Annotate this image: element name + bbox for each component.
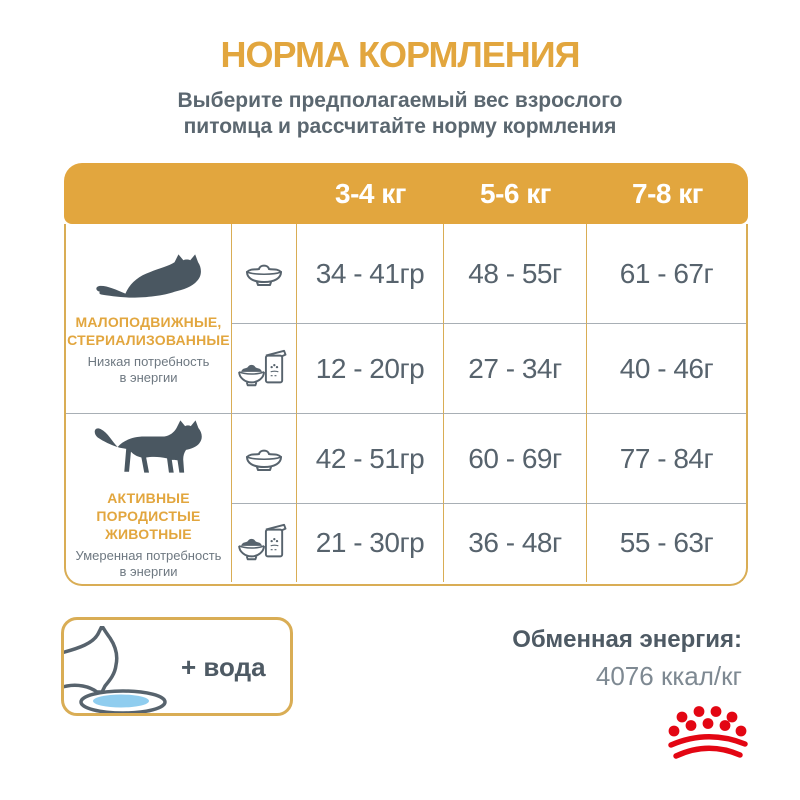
weight-column-5-6: 5-6 кг — [480, 177, 551, 209]
feeding-value-cell: 48 - 55г — [444, 224, 587, 323]
energy-title: Обменная энергия: — [512, 626, 742, 653]
group-sedentary-sterilised — [66, 224, 232, 413]
water-reminder-card — [61, 617, 293, 716]
weight-header-band — [64, 163, 748, 224]
subtitle-line-2: питомца и рассчитайте норму кормления — [183, 115, 617, 138]
row-icon-cell — [232, 503, 297, 582]
row-icon-cell — [232, 323, 297, 413]
weight-column-3-4: 3-4 кг — [335, 177, 406, 209]
feeding-value-cell: 40 - 46г — [587, 323, 746, 413]
feeding-value-cell: 21 - 30гр — [297, 503, 444, 582]
subtitle-line-1: Выберите предполагаемый вес взрослого — [177, 89, 623, 112]
page-subtitle — [0, 88, 800, 140]
food-bowl-with-pack-icon — [237, 347, 291, 391]
water-label: + вода — [181, 652, 266, 682]
feeding-value-cell: 60 - 69г — [444, 413, 587, 503]
food-bowl-icon — [244, 261, 284, 287]
energy-info — [512, 626, 742, 692]
feeding-value-cell: 12 - 20гр — [297, 323, 444, 413]
group-label: АКТИВНЫЕ ПОРОДИСТЫЕ ЖИВОТНЫЕ — [96, 489, 201, 542]
feeding-value-cell: 55 - 63г — [587, 503, 746, 582]
weight-column-7-8: 7-8 кг — [632, 177, 703, 209]
feeding-value-cell: 61 - 67г — [619, 257, 714, 289]
row-icon-cell — [232, 224, 297, 323]
feeding-value-cell: 36 - 48г — [444, 503, 587, 582]
group-description: Умеренная потребность в энергии — [75, 547, 222, 579]
group-active-pedigree — [66, 413, 232, 582]
food-bowl-with-pack-icon — [237, 521, 291, 565]
feeding-value-cell: 27 - 34г — [444, 323, 587, 413]
feeding-value-cell: 34 - 41гр — [297, 224, 444, 323]
page-title: НОРМА КОРМЛЕНИЯ — [220, 34, 580, 75]
energy-value: 4076 ккал/кг — [595, 661, 742, 691]
royal-canin-crown-logo — [666, 706, 750, 762]
row-icon-cell — [232, 413, 297, 503]
feeding-value-cell: 42 - 51гр — [297, 413, 444, 503]
feeding-value-cell: 77 - 84г — [587, 413, 746, 503]
lying-cat-icon — [95, 251, 203, 301]
walking-cat-icon — [92, 417, 206, 477]
feeding-table — [64, 224, 748, 586]
group-description: Низкая потребность в энергии — [87, 354, 210, 385]
group-label: МАЛОПОДВИЖНЫЕ, СТЕРИАЛИЗОВАННЫЕ — [67, 314, 230, 348]
food-bowl-icon — [244, 446, 284, 472]
